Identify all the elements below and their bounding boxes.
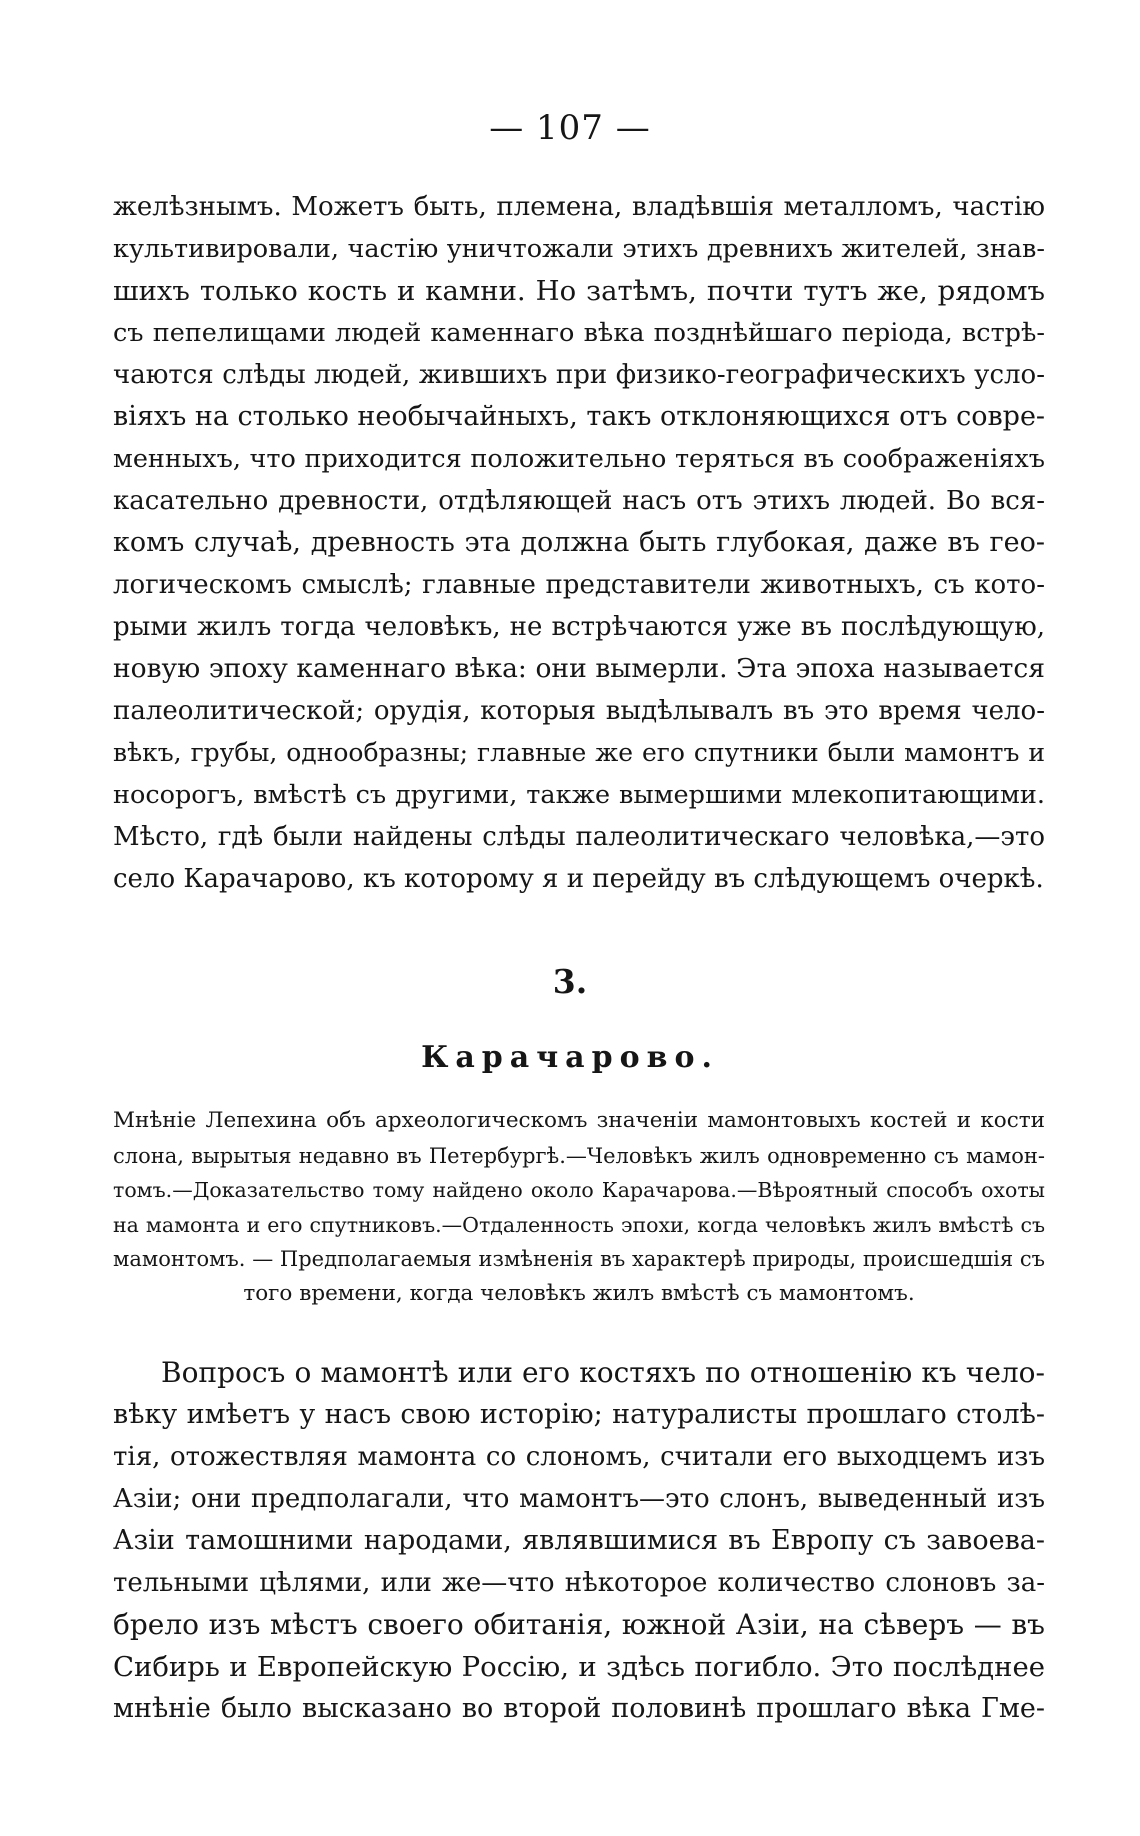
text-line: комъ случаѣ, древность эта должна быть глубокая, даже въ гео- [113, 527, 1045, 558]
section-summary [113, 1104, 1045, 1311]
text-line: чаются слѣды людей, жившихъ при физико-географическихъ усло- [113, 360, 1045, 390]
text-line: Азіи тамошними народами, являвшимися въ Европу съ завоева- [113, 1525, 1045, 1556]
summary-line: на мамонта и его спутниковъ.—Отдаленность эпохи, когда человѣкъ жилъ вмѣстѣ съ [113, 1212, 1045, 1237]
text-line: вѣку имѣетъ у насъ свою исторію; натуралисты прошлаго столѣ- [113, 1399, 1045, 1430]
text-line: віяхъ на столько необычайныхъ, такъ отклоняющихся отъ совре- [113, 401, 1045, 432]
text-line: логическомъ смыслѣ; главные представители животныхъ, съ кото- [113, 570, 1045, 600]
text-line: касательно древности, отдѣляющей насъ отъ этихъ людей. Во вся- [113, 486, 1045, 516]
section-title: Карачарово. [421, 1040, 719, 1075]
summary-line: мамонтомъ. — Предполагаемыя измѣненія въ характерѣ природы, происшедшія съ [113, 1247, 1045, 1271]
text-line: Мѣсто, гдѣ были найдены слѣды палеолитическаго человѣка,—это [113, 822, 1045, 852]
section-number: 3. [552, 962, 588, 1001]
text-line: тельными цѣлями, или же—что нѣкоторое количество слоновъ за- [113, 1568, 1045, 1598]
text-line: село Карачарово, къ которому я и перейду въ слѣдующемъ очеркѣ. [113, 864, 1044, 894]
text-line: палеолитической; орудія, которыя выдѣлывалъ въ это время чело- [113, 696, 1045, 726]
text-line: шихъ только кость и камни. Но затѣмъ, почти тутъ же, рядомъ [113, 275, 1045, 307]
summary-line: того времени, когда человѣкъ жилъ вмѣстѣ съ мамонтомъ. [243, 1280, 915, 1306]
text-line: менныхъ, что приходится положительно теряться въ соображеніяхъ [113, 444, 1045, 474]
summary-line: томъ.—Доказательство тому найдено около Карачарова.—Вѣроятный способъ охоты [113, 1178, 1045, 1202]
text-line: вѣкъ, грубы, однообразны; главные же его спутники были мамонтъ и [113, 738, 1045, 767]
text-line: новую эпоху каменнаго вѣка: они вымерли. Эта эпоха называется [113, 653, 1045, 684]
text-line: тія, отожествляя мамонта со слономъ, считали его выходцемъ изъ [113, 1442, 1045, 1472]
summary-line: слона, вырытыя недавно въ Петербургѣ.—Человѣкъ жилъ одновременно съ мамон- [113, 1143, 1045, 1168]
summary-line: Мнѣніе Лепехина объ археологическомъ значеніи мамонтовыхъ костей и кости [113, 1108, 1045, 1133]
text-line: носорогъ, вмѣстѣ съ другими, также вымершими млекопитающими. [113, 780, 1045, 810]
text-line: мнѣніе было высказано во второй половинѣ прошлаго вѣка Гме- [113, 1693, 1045, 1724]
text-line: культивировали, частію уничтожали этихъ древнихъ жителей, знав- [113, 234, 1045, 264]
text-line: желѣзнымъ. Можетъ быть, племена, владѣвшія металломъ, частію [113, 192, 1045, 222]
page-number: — 107 — [489, 108, 651, 148]
text-line: Сибирь и Европейскую Россію, и здѣсь погибло. Это послѣднее [113, 1651, 1045, 1683]
text-line: съ пепелищами людей каменнаго вѣка позднѣйшаго періода, встрѣ- [113, 318, 1045, 348]
text-line: Азіи; они предполагали, что мамонтъ—это слонъ, выведенный изъ [113, 1484, 1045, 1514]
text-line: рыми жилъ тогда человѣкъ, не встрѣчаются уже въ послѣдующую, [113, 612, 1045, 642]
section-body-paragraph [113, 1352, 1045, 1730]
text-line: Вопросъ о мамонтѣ или его костяхъ по отношенію къ чело- [161, 1356, 1045, 1389]
text-line: брело изъ мѣстъ своего обитанія, южной Азіи, на сѣверъ — въ [113, 1608, 1045, 1641]
continuation-paragraph [113, 186, 1045, 900]
